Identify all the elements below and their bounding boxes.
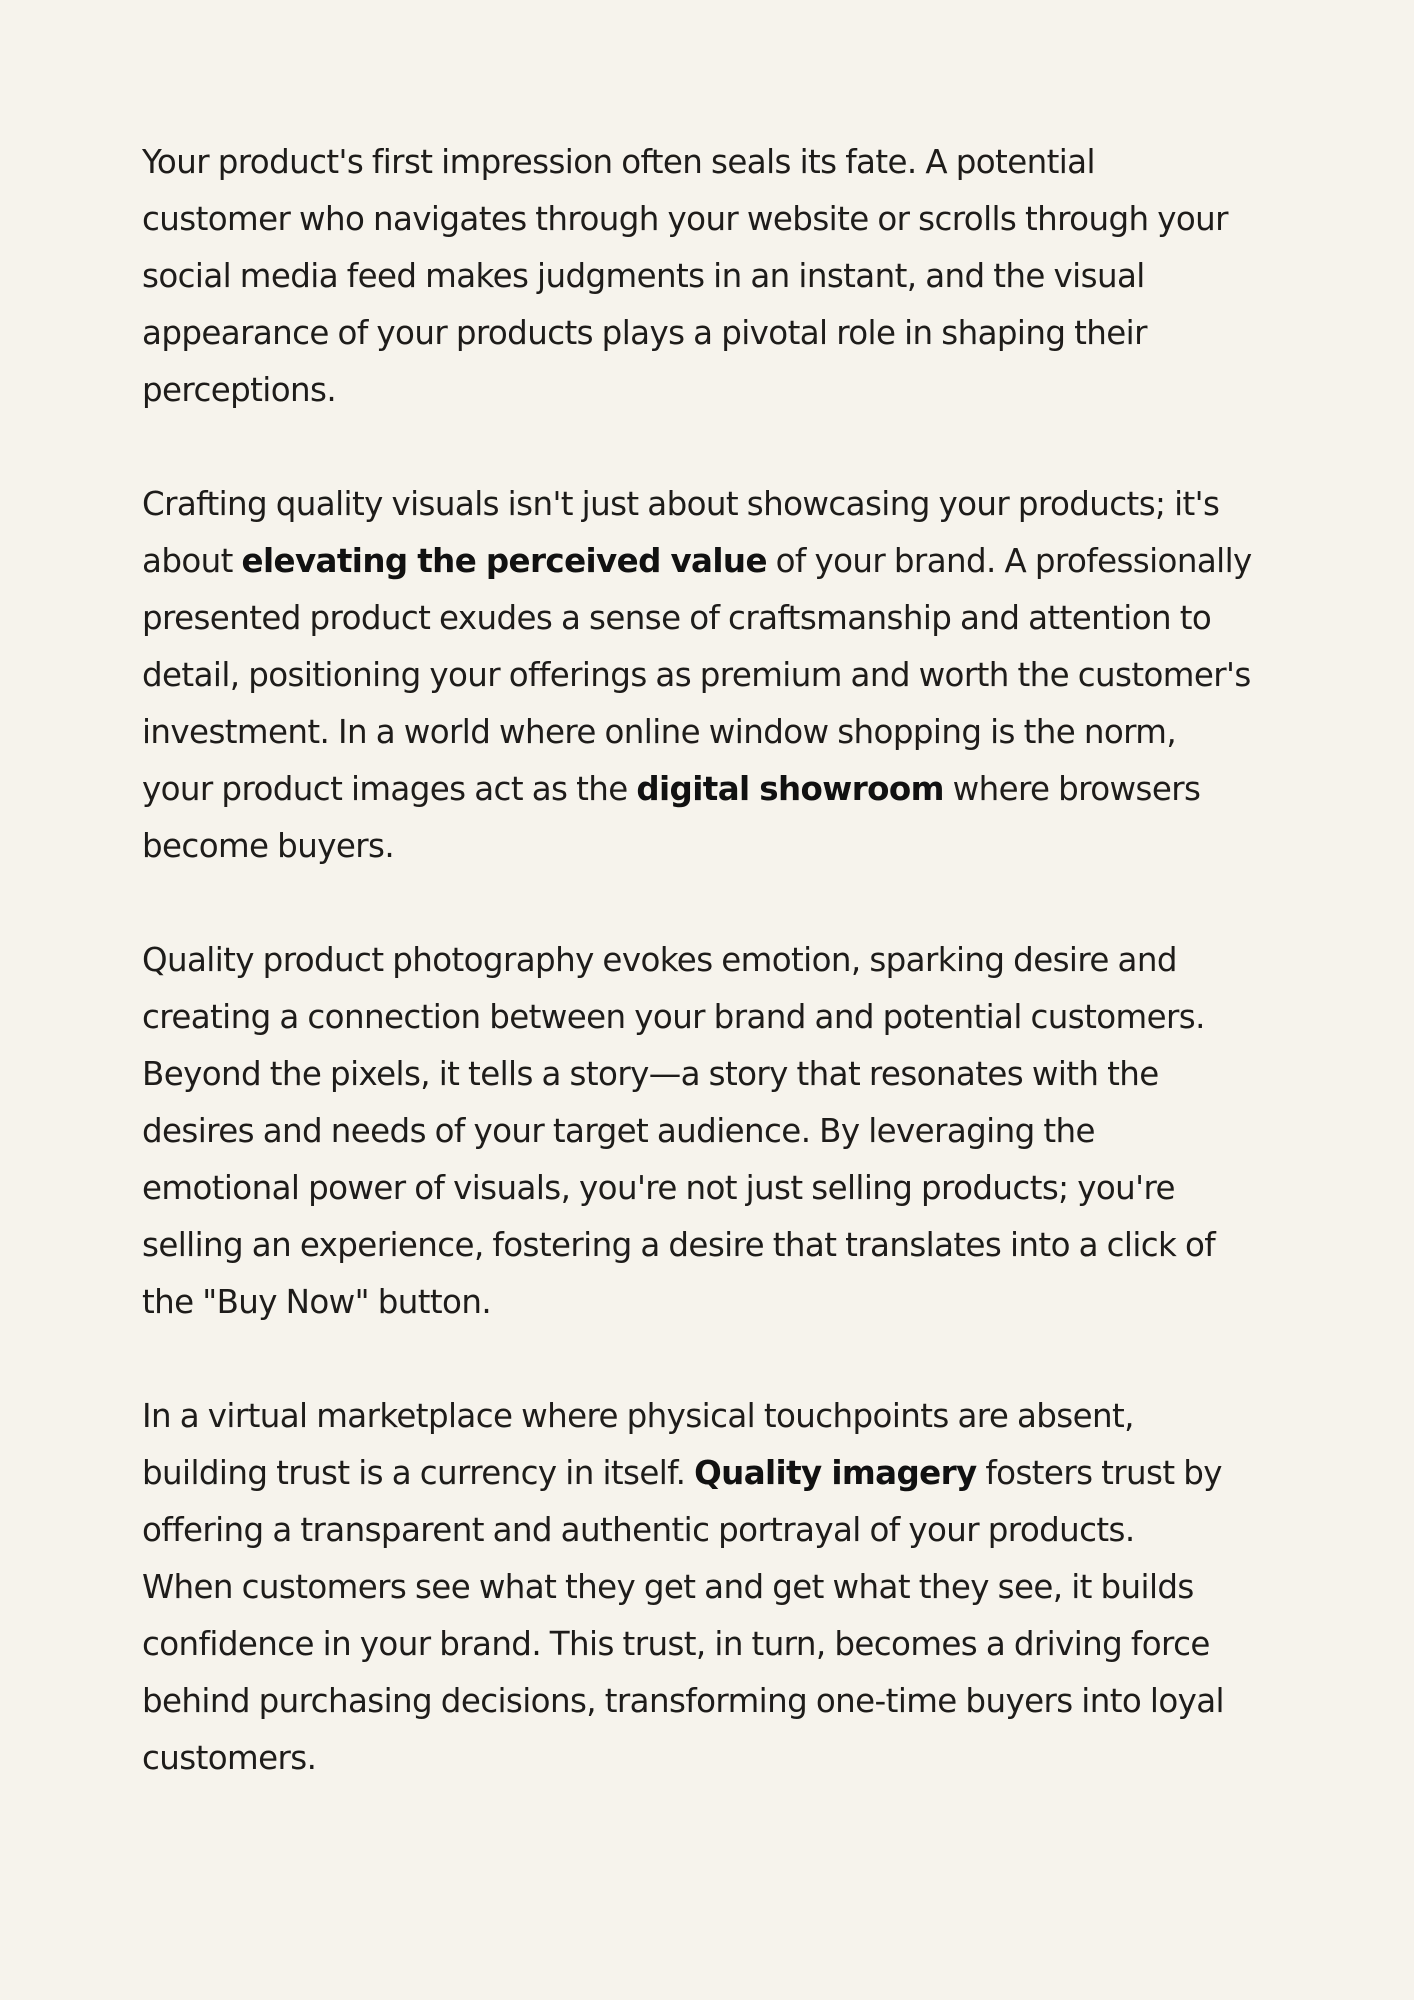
text-line [142,1274,1282,1331]
text-line [142,1559,1282,1616]
text-line [142,1673,1282,1730]
text-segment: appearance of your products plays a pivotal role in shaping their [142,314,1147,352]
bold-phrase: elevating the perceived value [241,542,767,580]
text-segment: your product images act as the [142,770,637,808]
text-segment: where browsers [943,770,1201,808]
text-line [142,989,1282,1046]
text-segment: Crafting quality visuals isn't just about showcasing your products; it's [142,485,1220,523]
text-segment: behind purchasing decisions, transforming one-time buyers into loyal [142,1682,1224,1720]
text-line [142,1502,1282,1559]
paragraph-2 [142,476,1282,875]
text-segment: fosters trust by [976,1454,1222,1492]
text-line [142,818,1282,875]
text-line [142,476,1282,533]
text-segment: the "Buy Now" button. [142,1283,492,1321]
text-line [142,1046,1282,1103]
text-line [142,1616,1282,1673]
text-line [142,533,1282,590]
text-segment: building trust is a currency in itself. [142,1454,695,1492]
text-segment: investment. In a world where online window shopping is the norm, [142,713,1177,751]
text-segment: detail, positioning your offerings as premium and worth the customer's [142,656,1251,694]
text-segment: creating a connection between your brand and potential customers. [142,998,1205,1036]
text-line [142,1160,1282,1217]
paragraph-3 [142,932,1282,1331]
paragraph-4 [142,1388,1282,1787]
text-line [142,1445,1282,1502]
text-line [142,191,1282,248]
text-segment: social media feed makes judgments in an instant, and the visual [142,257,1145,295]
text-segment: become buyers. [142,827,395,865]
text-segment: When customers see what they get and get what they see, it builds [142,1568,1194,1606]
text-line [142,1103,1282,1160]
document-body [142,134,1282,1844]
text-segment: of your brand. A professionally [766,542,1252,580]
text-line [142,1388,1282,1445]
paragraph-1 [142,134,1282,419]
text-line [142,761,1282,818]
text-segment: Quality product photography evokes emotion, sparking desire and [142,941,1177,979]
text-line [142,305,1282,362]
text-line [142,248,1282,305]
text-segment: Your product's first impression often seals its fate. A potential [142,143,1095,181]
text-segment: customer who navigates through your website or scrolls through your [142,200,1228,238]
text-line [142,590,1282,647]
text-line [142,1730,1282,1787]
text-line [142,134,1282,191]
text-segment: confidence in your brand. This trust, in turn, becomes a driving force [142,1625,1210,1663]
text-segment: In a virtual marketplace where physical touchpoints are absent, [142,1397,1134,1435]
bold-phrase: digital showroom [636,770,944,808]
text-line [142,647,1282,704]
text-line [142,1217,1282,1274]
text-segment: selling an experience, fostering a desire that translates into a click of [142,1226,1216,1264]
text-segment: desires and needs of your target audience. By leveraging the [142,1112,1095,1150]
text-line [142,704,1282,761]
text-line [142,362,1282,419]
text-segment: perceptions. [142,371,337,409]
text-segment: customers. [142,1739,317,1777]
text-segment: about [142,542,242,580]
text-segment: offering a transparent and authentic portrayal of your products. [142,1511,1135,1549]
text-segment: Beyond the pixels, it tells a story—a story that resonates with the [142,1055,1159,1093]
text-segment: emotional power of visuals, you're not just selling products; you're [142,1169,1175,1207]
text-line [142,932,1282,989]
text-segment: presented product exudes a sense of craftsmanship and attention to [142,599,1212,637]
bold-phrase: Quality imagery [694,1454,977,1492]
